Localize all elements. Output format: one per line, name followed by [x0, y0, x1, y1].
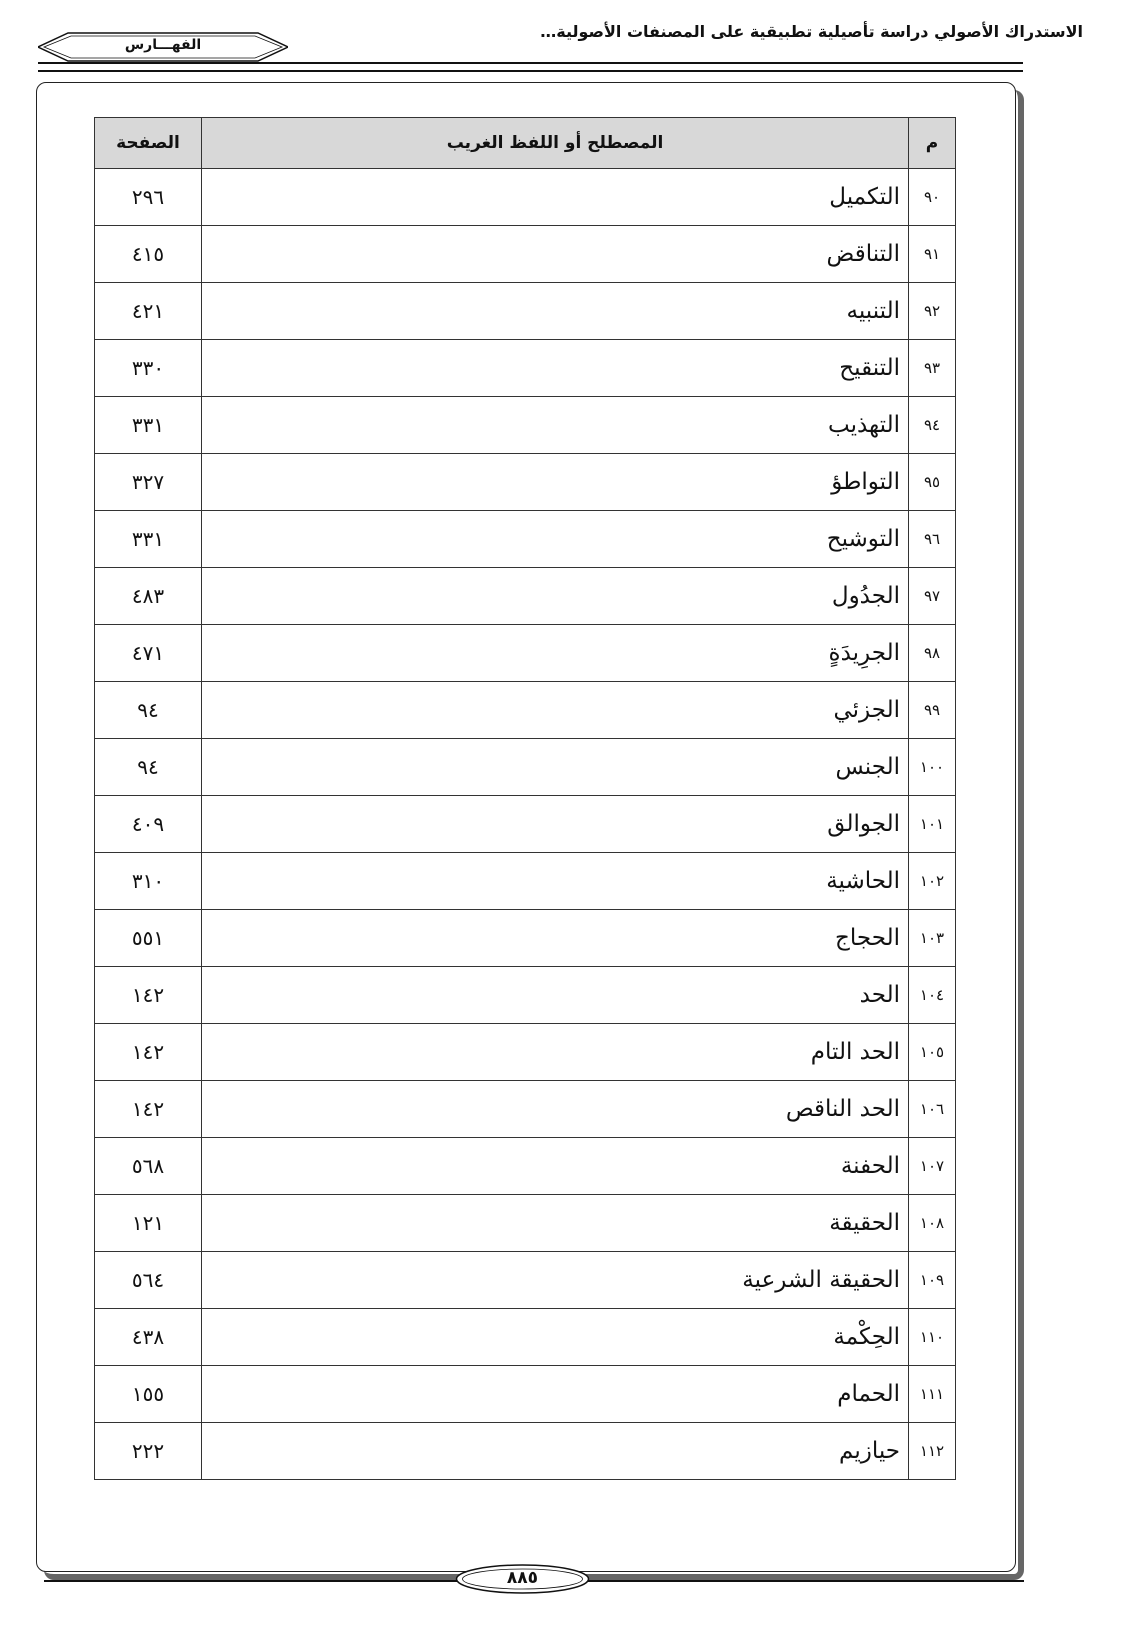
header-rule — [38, 62, 1023, 72]
table-row — [95, 169, 956, 226]
row-number: ١٠٢ — [909, 853, 956, 910]
row-number: ٩٦ — [909, 511, 956, 568]
row-number: ٩٩ — [909, 682, 956, 739]
row-term: التوشيح — [202, 511, 909, 568]
row-number: ٩٣ — [909, 340, 956, 397]
row-term: التهذيب — [202, 397, 909, 454]
table-row — [95, 1024, 956, 1081]
header-term: المصطلح أو اللفظ الغريب — [202, 118, 909, 169]
table-row — [95, 1423, 956, 1480]
row-term: الجزئي — [202, 682, 909, 739]
row-page: ١٥٥ — [95, 1366, 202, 1423]
row-number: ١١٠ — [909, 1309, 956, 1366]
table-row — [95, 454, 956, 511]
section-label: الفهـــارس — [124, 37, 202, 53]
row-page: ٥٥١ — [95, 910, 202, 967]
row-page: ٩٤ — [95, 682, 202, 739]
table-row — [95, 226, 956, 283]
row-term: الجنس — [202, 739, 909, 796]
table-row — [95, 796, 956, 853]
row-page: ٣٢٧ — [95, 454, 202, 511]
row-page: ١٤٢ — [95, 1081, 202, 1138]
row-number: ١٠٣ — [909, 910, 956, 967]
table-row — [95, 682, 956, 739]
table-row — [95, 1081, 956, 1138]
header-page: الصفحة — [95, 118, 202, 169]
row-term: الحِكْمة — [202, 1309, 909, 1366]
row-page: ٤٧١ — [95, 625, 202, 682]
row-page: ٣٣٠ — [95, 340, 202, 397]
table-row — [95, 1138, 956, 1195]
page-number: ٨٨٥ — [506, 1568, 539, 1588]
row-page: ٤٢١ — [95, 283, 202, 340]
row-term: التواطؤ — [202, 454, 909, 511]
index-table — [94, 117, 956, 1480]
row-number: ٩٢ — [909, 283, 956, 340]
row-term: الحد — [202, 967, 909, 1024]
row-number: ٩٧ — [909, 568, 956, 625]
section-tag — [38, 30, 288, 64]
table-row — [95, 340, 956, 397]
table-row — [95, 283, 956, 340]
page-number-badge — [455, 1563, 590, 1595]
row-term: الحد الناقص — [202, 1081, 909, 1138]
row-term: الحقيقة — [202, 1195, 909, 1252]
row-number: ١٠٧ — [909, 1138, 956, 1195]
row-term: التناقض — [202, 226, 909, 283]
row-term: التنقيح — [202, 340, 909, 397]
row-number: ١٠٥ — [909, 1024, 956, 1081]
table-row — [95, 739, 956, 796]
row-number: ١٠٤ — [909, 967, 956, 1024]
row-number: ١٠٨ — [909, 1195, 956, 1252]
row-number: ١٠٠ — [909, 739, 956, 796]
row-page: ١٢١ — [95, 1195, 202, 1252]
row-number: ٩٠ — [909, 169, 956, 226]
row-term: الجدُول — [202, 568, 909, 625]
table-row — [95, 397, 956, 454]
row-number: ١١٢ — [909, 1423, 956, 1480]
table-row — [95, 1366, 956, 1423]
row-number: ١١١ — [909, 1366, 956, 1423]
row-page: ٣٣١ — [95, 511, 202, 568]
table-row — [95, 568, 956, 625]
row-term: الحمام — [202, 1366, 909, 1423]
table-row — [95, 910, 956, 967]
row-page: ١٤٢ — [95, 967, 202, 1024]
row-term: التكميل — [202, 169, 909, 226]
row-page: ٥٦٤ — [95, 1252, 202, 1309]
table-row — [95, 1252, 956, 1309]
row-number: ١٠٩ — [909, 1252, 956, 1309]
row-term: الحجاج — [202, 910, 909, 967]
row-page: ٤٠٩ — [95, 796, 202, 853]
table-row — [95, 967, 956, 1024]
table-row — [95, 1309, 956, 1366]
row-term: الجوالق — [202, 796, 909, 853]
row-page: ٩٤ — [95, 739, 202, 796]
row-number: ٩٤ — [909, 397, 956, 454]
table-header-row — [95, 118, 956, 169]
table-row — [95, 625, 956, 682]
row-page: ٣٣١ — [95, 397, 202, 454]
table-body — [95, 169, 956, 1480]
row-term: الحد التام — [202, 1024, 909, 1081]
row-page: ٢٢٢ — [95, 1423, 202, 1480]
row-page: ٣١٠ — [95, 853, 202, 910]
row-term: الحفنة — [202, 1138, 909, 1195]
table-row — [95, 511, 956, 568]
running-title: الاستدراك الأصولي دراسة تأصيلية تطبيقية على المصنفات الأصولية… — [540, 22, 1083, 41]
row-term: الجرِيدَةٍ — [202, 625, 909, 682]
row-page: ٤١٥ — [95, 226, 202, 283]
row-page: ٢٩٦ — [95, 169, 202, 226]
row-page: ٤٣٨ — [95, 1309, 202, 1366]
row-number: ٩٨ — [909, 625, 956, 682]
row-term: حيازيم — [202, 1423, 909, 1480]
row-number: ١٠٦ — [909, 1081, 956, 1138]
row-term: الحاشية — [202, 853, 909, 910]
row-number: ٩٥ — [909, 454, 956, 511]
header-number: م — [909, 118, 956, 169]
row-page: ٤٨٣ — [95, 568, 202, 625]
row-page: ٥٦٨ — [95, 1138, 202, 1195]
row-number: ١٠١ — [909, 796, 956, 853]
row-page: ١٤٢ — [95, 1024, 202, 1081]
row-number: ٩١ — [909, 226, 956, 283]
row-term: التنبيه — [202, 283, 909, 340]
table-row — [95, 1195, 956, 1252]
table-row — [95, 853, 956, 910]
row-term: الحقيقة الشرعية — [202, 1252, 909, 1309]
